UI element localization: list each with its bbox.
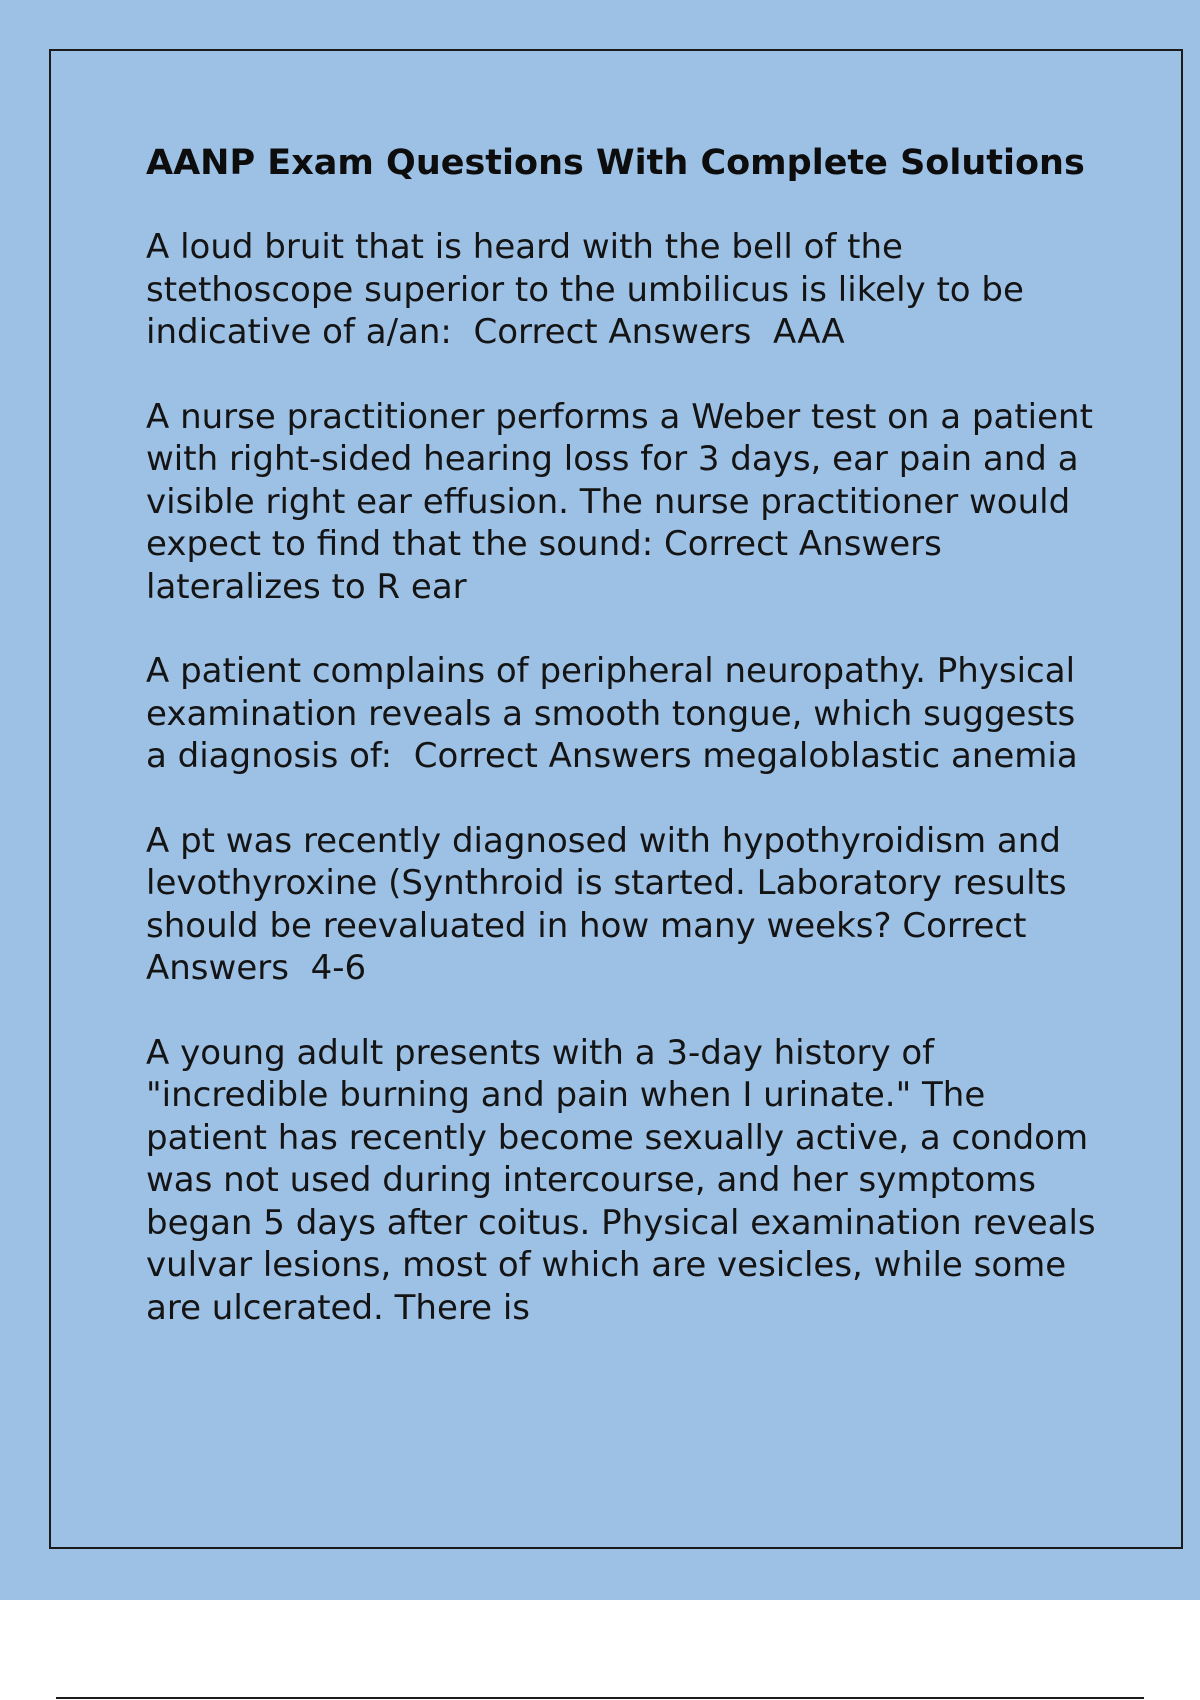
footer-rule xyxy=(56,1697,1144,1699)
answer-label: Correct Answers xyxy=(146,905,1038,988)
answer-text: lateralizes to R ear xyxy=(146,566,467,607)
question-text: A patient complains of peripheral neuropathy. Physical examination reveals a smooth tongue, which suggests a diagnosis of: xyxy=(146,651,1087,776)
question-text: A nurse practitioner performs a Weber test on a patient with right-sided hearing loss for 3 days, ear pain and a visible right ear effusion. The nurse practitioner would expect to find that the sound: xyxy=(146,396,1104,564)
answer-label: Correct Answers xyxy=(664,524,942,564)
answer-text: 4-6 xyxy=(310,948,367,988)
answer-label: Correct Answers xyxy=(473,312,752,352)
question-text: A pt was recently diagnosed with hypothyroidism and levothyroxine (Synthroid is started. Laboratory results should be reevaluated in how many weeks? xyxy=(146,820,1078,946)
qa-item xyxy=(146,650,1106,778)
answer-label: Correct Answers xyxy=(413,736,692,776)
question-text: A young adult presents with a 3-day history of "incredible burning and pain when I urinate." The patient has recently become sexually active, a condom was not used during intercourse, and her symptoms began 5 days after coitus. Physical examination reveals vulvar lesions, most of which are vesicles, while some are ulcerated. There is xyxy=(146,1032,1107,1328)
document-content xyxy=(146,142,1106,1329)
answer-text: AAA xyxy=(772,312,845,352)
qa-item xyxy=(146,226,1106,354)
answer-text: megaloblastic anemia xyxy=(702,736,1078,776)
qa-item xyxy=(146,396,1106,609)
qa-item xyxy=(146,1032,1106,1330)
document-title: AANP Exam Questions With Complete Solutions xyxy=(146,143,1085,183)
qa-item xyxy=(146,820,1106,990)
question-text: A loud bruit that is heard with the bell of the stethoscope superior to the umbilicus is likely to be indicative of a/an: xyxy=(146,227,1035,352)
